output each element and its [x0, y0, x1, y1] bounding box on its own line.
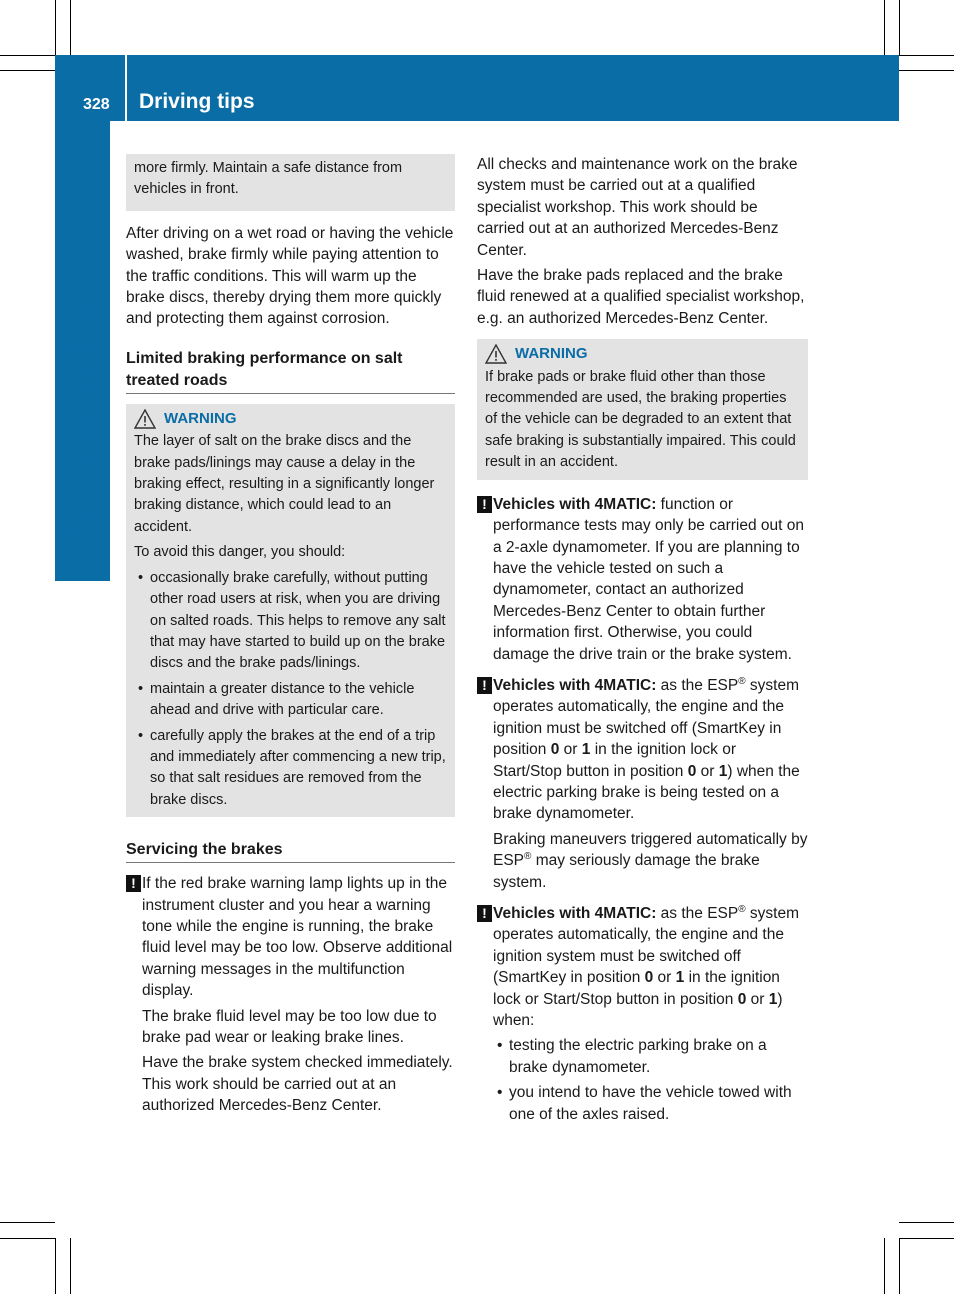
warning-label: WARNING [515, 345, 588, 363]
note-body: ) when: [493, 990, 783, 1030]
note-text [493, 675, 808, 825]
exclamation-icon: ! [477, 905, 492, 922]
crop-mark [899, 1238, 954, 1239]
crop-mark [70, 0, 71, 55]
warning-triangle-icon [485, 344, 507, 364]
para-checks: All checks and maintenance work on the brake system must be carried out at a qualified specialist workshop. This work should be carried out at an authorized Mercedes-Benz Center. [477, 156, 798, 259]
note-text: If the red brake warning lamp lights up in the instrument cluster and you hear a warning tone while the engine is running, the brake fluid level may be too low. Observe additional warning messages in the multifunction display. [142, 875, 453, 1000]
crop-mark [884, 1238, 885, 1294]
side-tab-label: Driving and parking [68, 302, 97, 538]
crop-mark [70, 1238, 71, 1294]
position-value: 0 [644, 969, 654, 987]
note-body: ) when the electric parking brake is being tested on a brake dynamometer. [493, 762, 800, 823]
registered-mark: ® [738, 675, 746, 687]
crop-mark [55, 1238, 56, 1294]
note-text [493, 494, 808, 665]
right-column [477, 154, 808, 1129]
note-body: system operates automatically, the engine and the ignition must be switched off (SmartKey in position [493, 676, 799, 759]
crop-mark [899, 55, 954, 56]
crop-mark [899, 1222, 954, 1223]
note-function-tests [477, 494, 808, 665]
note-bold-label: Vehicles with 4MATIC: [493, 676, 657, 694]
registered-mark: ® [524, 851, 532, 863]
crop-mark [55, 0, 56, 55]
note-body: in the ignition lock or Start/Stop button in position [493, 969, 780, 1008]
list-item: • testing the electric parking brake on a brake dynamometer. [493, 1035, 808, 1078]
note-bold-label: Vehicles with 4MATIC: [493, 495, 657, 513]
warning-text: If brake pads or brake fluid other than those recommended are used, the braking properties of the vehicle can be degraded to an extent that safe braking is substantially impaired. This could result in an accident. [485, 368, 796, 471]
note-text [493, 829, 808, 893]
position-value: 1 [718, 762, 728, 780]
note-parking-brake [477, 675, 808, 893]
warning-label: WARNING [164, 409, 237, 427]
note-body: system operates automatically, the engine and the ignition system must be switched off (SmartKey in position [493, 905, 799, 987]
note-body: Braking maneuvers triggered automatically by ESP [493, 830, 808, 870]
exclamation-icon: ! [477, 677, 492, 694]
warning-triangle-icon [134, 409, 156, 429]
warning-header [134, 408, 447, 429]
note-body: function or performance tests may only be carried out on a 2-axle dynamometer. If you are planning to have the vehicle tested on such a dynamometer, contact an authorized Mercedes-Benz Center to obtain further information first. Otherwise, you could damage the drive train or the brake system. [493, 495, 805, 663]
position-value: 1 [581, 741, 591, 759]
warning-text: The layer of salt on the brake discs and the brake pads/linings may cause a delay in the braking effect, resulting in a significantly longer braking distance, which could lead to an accident. [134, 433, 435, 535]
para-wet-road: After driving on a wet road or having the vehicle washed, brake firmly while paying attention to the traffic conditions. This will warm up the brake discs, thereby drying them more quickly and protecting them against corrosion. [126, 224, 454, 328]
crop-mark [899, 1238, 900, 1294]
note-body: as the ESP [656, 676, 739, 694]
position-value: 1 [768, 990, 778, 1008]
crop-mark [884, 0, 885, 55]
list-item: • maintain a greater distance to the vehicle ahead and drive with particular care. [134, 679, 447, 722]
note-warning-lamp [126, 873, 455, 1116]
note-body: may seriously damage the brake system. [493, 852, 760, 891]
page-number: 328 [83, 96, 110, 113]
left-column [126, 154, 455, 1121]
note-body: or [559, 741, 582, 759]
position-value: 1 [675, 969, 685, 987]
note-bold-label: Vehicles with 4MATIC: [493, 905, 657, 922]
crop-mark [0, 1238, 55, 1239]
heading-servicing: Servicing the brakes [126, 839, 455, 863]
towing-bullet-list [493, 1035, 808, 1125]
position-value: 0 [687, 762, 697, 780]
note-towing [477, 903, 808, 1125]
section-title: Driving tips [139, 90, 255, 113]
position-value: 0 [550, 741, 560, 759]
crop-mark [899, 70, 954, 71]
crop-mark [0, 70, 55, 71]
warning-intro: To avoid this danger, you should: [134, 544, 346, 561]
note-body: or [653, 969, 676, 987]
crop-mark [899, 0, 900, 55]
note-body: in the ignition lock or Start/Stop button in position [493, 741, 736, 780]
intro-box-text: more firmly. Maintain a safe distance from vehicles in front. [134, 160, 403, 198]
list-item: • occasionally brake carefully, without putting other road users at risk, when you are driving on salted roads. This helps to remove any salt that may have started to build up on the brake discs and the brake pads/linings. [134, 568, 447, 675]
position-value: 0 [737, 990, 747, 1008]
crop-mark [0, 1222, 55, 1223]
note-body: or [746, 990, 769, 1008]
warning-bullet-list [134, 568, 447, 811]
intro-box [126, 154, 455, 211]
note-body: as the ESP [656, 905, 739, 922]
registered-mark: ® [738, 903, 746, 915]
warning-header [485, 343, 800, 364]
list-item: • you intend to have the vehicle towed with one of the axles raised. [493, 1082, 808, 1125]
para-replace: Have the brake pads replaced and the brake fluid renewed at a qualified specialist workshop, e.g. an authorized Mercedes-Benz Center. [477, 267, 805, 327]
exclamation-icon: ! [126, 875, 141, 892]
note-text: Have the brake system checked immediately. This work should be carried out at an authorized Mercedes-Benz Center. [142, 1054, 453, 1115]
note-text [493, 903, 808, 1031]
warning-box-pads [477, 339, 808, 479]
crop-mark [0, 55, 55, 56]
warning-box-salt [126, 404, 455, 817]
heading-salt-roads: Limited braking performance on salt treated roads [126, 348, 455, 394]
note-text: The brake fluid level may be too low due to brake pad wear or leaking brake lines. [142, 1007, 437, 1046]
exclamation-icon: ! [477, 496, 492, 513]
note-body: or [696, 762, 719, 780]
header-divider [125, 55, 127, 121]
list-item: • carefully apply the brakes at the end of a trip and immediately after commencing a new trip, so that salt residues are removed from the brake discs. [134, 726, 447, 812]
